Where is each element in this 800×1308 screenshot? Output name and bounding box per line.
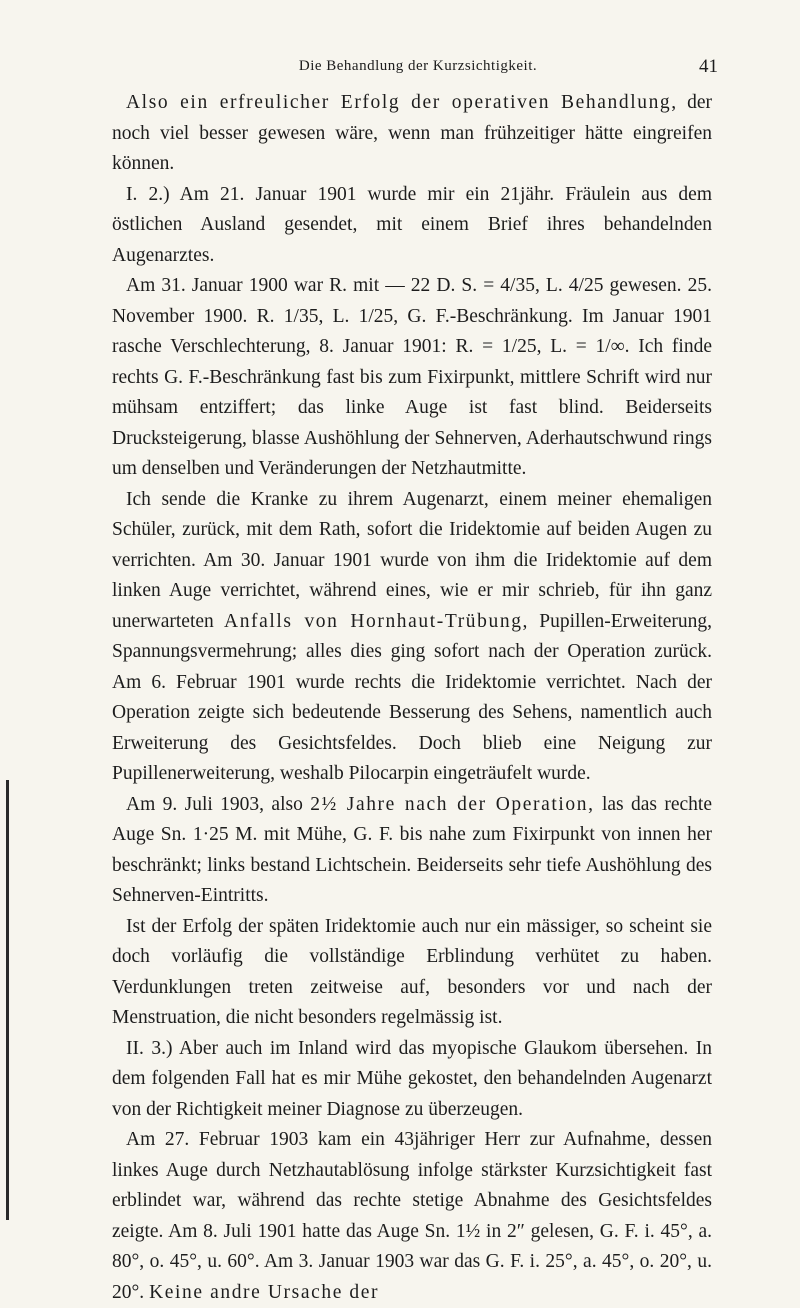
text-run: der noch viel besser gewesen wäre, wenn man frühzeitiger hätte eingreifen können. xyxy=(112,92,712,174)
emphasis: Keine andre Ursache der xyxy=(149,1281,380,1303)
body-text xyxy=(112,88,712,1308)
page-number: 41 xyxy=(699,56,718,77)
paragraph xyxy=(112,485,712,790)
text-run: Am 27. Februar 1903 kam ein 43jähriger Herr zur Aufnahme, dessen linkes Auge durch Netzhautablösung infolge stärkster Kurzsichtigkeit fast erblindet war, während das rechte stetige Abnahme des Gesichtsfeldes zeigte. Am 8. Juli 1901 hatte das Auge Sn. 1½ in 2″ gelesen, G. F. i. 45°, a. 80°, o. 45°, u. 60°. Am 3. Januar 1903 war das G. F. i. 25°, a. 45°, o. 20°, u. 20°. xyxy=(112,1129,712,1303)
page-header xyxy=(118,58,718,88)
text-run: Ich sende die Kranke zu ihrem Augenarzt, einem meiner ehemaligen Schüler, zurück, mit dem Rath, sofort die Iridektomie auf beiden Augen zu verrichten. Am 30. Januar 1901 wurde von ihm die Iridektomie auf dem linken Auge verrichtet, während eines, wie er mir schrieb, für ihn ganz unerwarteten xyxy=(112,488,712,632)
text-run: Pupillen-Erweiterung, Spannungsvermehrung; alles dies ging sofort nach der Operation zurück. Am 6. Februar 1901 wurde rechts die Iridektomie verrichtet. Nach der Operation zeigte sich bedeutende Besserung des Sehens, namentlich auch Erweiterung des Gesichtsfeldes. Doch blieb eine Neigung zur Pupillenerweiterung, weshalb Pilocarpin eingeträufelt wurde. xyxy=(112,610,713,784)
text-run: las das rechte Auge Sn. 1·25 M. mit Mühe, G. F. bis nahe zum Fixirpunkt von innen her beschränkt; links bestand Lichtschein. Beiderseits sehr tiefe Aushöhlung des Sehnerven-Eintritts. xyxy=(112,793,712,906)
paragraph: Ist der Erfolg der späten Iridektomie auch nur ein mässiger, so scheint sie doch vorläufig die vollständige Erblindung verhütet zu haben. Verdunklungen treten zeitweise auf, besonders vor und nach der Menstruation, die nicht besonders regelmässig ist. xyxy=(112,915,712,1028)
paragraph: I. 2.) Am 21. Januar 1901 wurde mir ein 21jähr. Fräulein aus dem östlichen Ausland gesendet, mit einem Brief ihres behandelnden Augenarztes. xyxy=(112,183,712,266)
paragraph: Am 31. Januar 1900 war R. mit — 22 D. S. = 4/35, L. 4/25 gewesen. 25. November 1900. R. 1/35, L. 1/25, G. F.-Beschränkung. Im Januar 1901 rasche Verschlechterung, 8. Januar 1901: R. = 1/25, L. = 1/∞. Ich finde rechts G. F.-Beschränkung fast bis zum Fixirpunkt, mittlere Schrift wird nur mühsam entziffert; das linke Auge ist fast blind. Beiderseits Drucksteigerung, blasse Aushöhlung der Sehnerven, Aderhautschwund rings um denselben und Veränderungen der Netzhautmitte. xyxy=(112,275,712,479)
paragraph xyxy=(112,1125,712,1308)
paragraph: II. 3.) Aber auch im Inland wird das myopische Glaukom übersehen. In dem folgenden Fall hat es mir Mühe gekostet, den behandelnden Augenarzt von der Richtigkeit meiner Diagnose zu überzeugen. xyxy=(112,1037,712,1120)
emphasis: Also ein erfreulicher Erfolg der operativen Behandlung, xyxy=(126,92,678,113)
emphasis: 2½ Jahre nach der Operation, xyxy=(310,793,595,815)
paragraph xyxy=(112,88,712,180)
running-head: Die Behandlung der Kurzsichtigkeit. xyxy=(298,58,538,74)
emphasis: Anfalls von Hornhaut-Trübung, xyxy=(224,610,530,632)
paragraph xyxy=(112,790,712,912)
text-run: Am 9. Juli 1903, also xyxy=(126,793,303,815)
scan-edge-line xyxy=(6,780,9,1220)
